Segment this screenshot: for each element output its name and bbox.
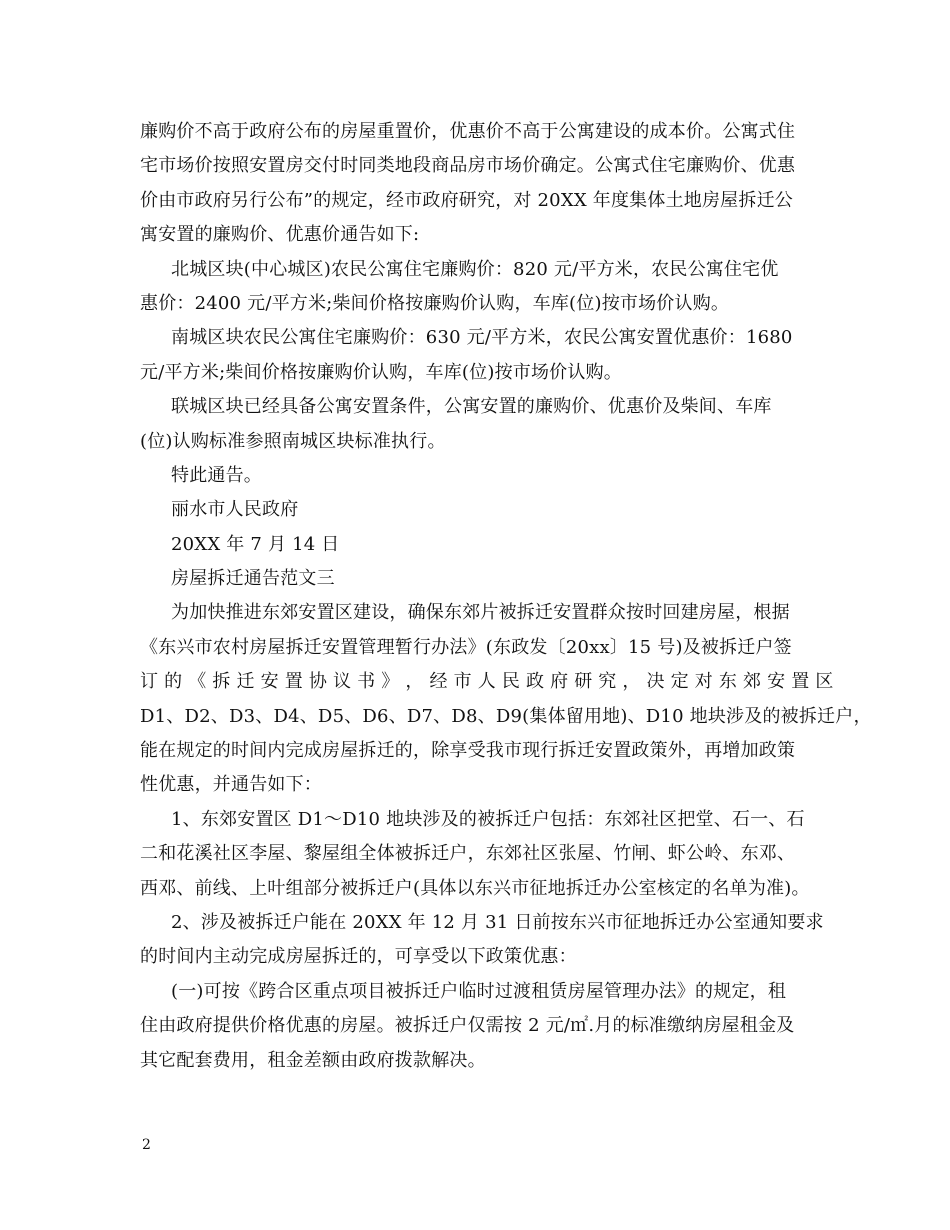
text-line: 丽水市人民政府 [171, 499, 299, 521]
text-line: 20XX 年 7 月 14 日 [171, 533, 340, 555]
text-line: 《东兴市农村房屋拆迁安置管理暂行办法》(东政发〔20xx〕15 号)及被拆迁户签 [140, 636, 792, 658]
text-line: 的时间内主动完成房屋拆迁的，可享受以下政策优惠： [140, 946, 577, 968]
text-line: (位)认购标准参照南城区块标准执行。 [140, 430, 446, 452]
text-line: 订 的 《 拆 迁 安 置 协 议 书 》 ， 经 市 人 民 政 府 研 究 ， 决 定 对 东 郊 安 置 区 [140, 671, 834, 693]
text-line: 2、涉及被拆迁户能在 20XX 年 12 月 31 日前按东兴市征地拆迁办公室通知要求 [171, 911, 824, 933]
text-line: (一)可按《跨合区重点项目被拆迁户临时过渡租赁房屋管理办法》的规定，租 [171, 980, 787, 1002]
text-line: 廉购价不高于政府公布的房屋重置价，优惠价不高于公寓建设的成本价。公寓式住 [140, 121, 796, 142]
text-line: 其它配套费用，租金差额由政府拨款解决。 [140, 1049, 486, 1071]
text-line: 1、东郊安置区 D1～D10 地块涉及的被拆迁户包括：东郊社区把堂、石一、石 [171, 808, 805, 830]
text-line: 价由市政府另行公布”的规定，经市政府研究，对 20XX 年度集体土地房屋拆迁公 [140, 189, 793, 211]
text-line: 特此通告。 [171, 464, 262, 486]
text-line: 西邓、前线、上叶组部分被拆迁户(具体以东兴市征地拆迁办公室核定的名单为准)。 [140, 877, 810, 899]
text-line: 联城区块已经具备公寓安置条件，公寓安置的廉购价、优惠价及柴间、车库 [171, 396, 772, 418]
text-line: 性优惠，并通告如下： [140, 774, 322, 796]
text-line: D1、D2、D3、D4、D5、D6、D7、D8、D9(集体留用地)、D10 地块涉及的被拆迁户， [140, 705, 872, 727]
text-line: 南城区块农民公寓住宅廉购价：630 元/平方米，农民公寓安置优惠价：1680 [171, 327, 793, 349]
document-body [140, 115, 872, 1078]
text-line: 惠价：2400 元/平方米;柴间价格按廉购价认购，车库(位)按市场价认购。 [140, 292, 730, 314]
text-line: 寓安置的廉购价、优惠价通告如下: [140, 224, 420, 246]
page-number: 2 [142, 1137, 151, 1153]
text-line: 为加快推进东郊安置区建设，确保东郊片被拆迁安置群众按时回建房屋，根据 [171, 602, 790, 624]
text-line: 元/平方米;柴间价格按廉购价认购，车库(位)按市场价认购。 [140, 361, 622, 383]
text-line: 二和花溪社区李屋、黎屋组全体被拆迁户，东郊社区张屋、竹闸、虾公岭、东邓、 [140, 843, 796, 865]
text-line: 宅市场价按照安置房交付时同类地段商品房市场价确定。公寓式住宅廉购价、优惠 [140, 155, 796, 177]
text-line: 房屋拆迁通告范文三 [171, 568, 335, 590]
text-line: 北城区块(中心城区)农民公寓住宅廉购价：820 元/平方米，农民公寓住宅优 [171, 258, 779, 280]
text-line: 能在规定的时间内完成房屋拆迁的，除享受我市现行拆迁安置政策外，再增加政策 [140, 740, 796, 762]
text-line: 住由政府提供价格优惠的房屋。被拆迁户仅需按 2 元/㎡.月的标准缴纳房屋租金及 [140, 1015, 795, 1037]
